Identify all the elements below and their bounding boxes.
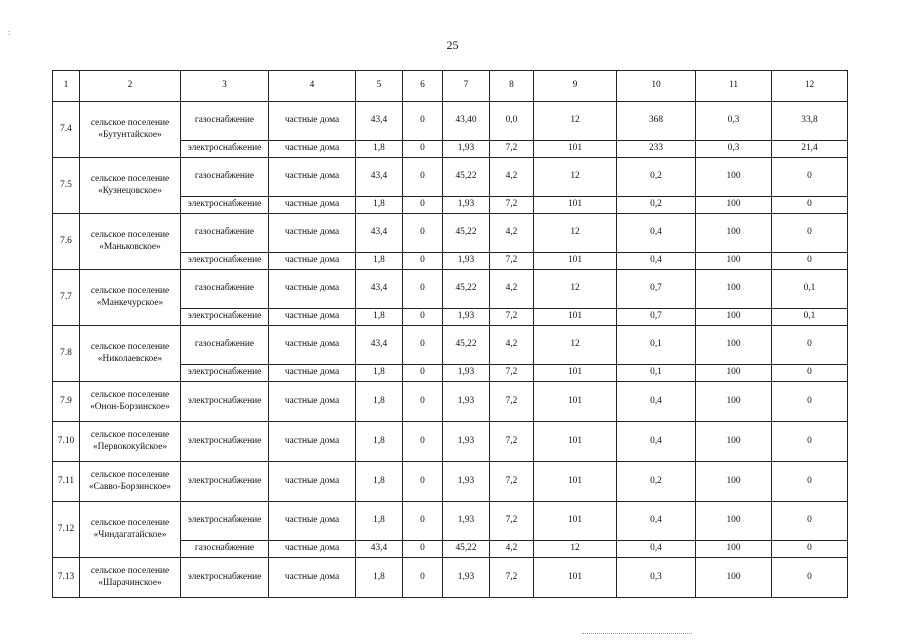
value-cell: 0 [403, 214, 443, 253]
service-cell: электроснабжение [181, 365, 269, 382]
settlement-cell: сельское поселение «Николаевское» [80, 326, 181, 382]
value-cell: 1,93 [443, 141, 490, 158]
value-cell: 43,4 [356, 270, 403, 309]
value-cell: 0,4 [617, 541, 696, 558]
scan-edge-line [582, 633, 692, 634]
value-cell: 0 [772, 541, 848, 558]
object-cell: частные дома [269, 558, 356, 598]
value-cell: 0 [772, 365, 848, 382]
value-cell: 100 [696, 365, 772, 382]
value-cell: 7,2 [490, 141, 534, 158]
object-cell: частные дома [269, 214, 356, 253]
object-cell: частные дома [269, 541, 356, 558]
value-cell: 0 [403, 102, 443, 141]
value-cell: 100 [696, 382, 772, 422]
value-cell: 0,4 [617, 214, 696, 253]
header-cell: 9 [534, 71, 617, 102]
value-cell: 0,4 [617, 422, 696, 462]
table-row [53, 502, 848, 541]
value-cell: 45,22 [443, 541, 490, 558]
object-cell: частные дома [269, 365, 356, 382]
value-cell: 4,2 [490, 541, 534, 558]
header-cell: 5 [356, 71, 403, 102]
value-cell: 1,8 [356, 558, 403, 598]
value-cell: 100 [696, 253, 772, 270]
value-cell: 0,3 [696, 102, 772, 141]
value-cell: 4,2 [490, 214, 534, 253]
value-cell: 100 [696, 326, 772, 365]
row-id-cell: 7.5 [53, 158, 80, 214]
value-cell: 45,22 [443, 214, 490, 253]
value-cell: 7,2 [490, 309, 534, 326]
value-cell: 100 [696, 462, 772, 502]
header-cell: 12 [772, 71, 848, 102]
value-cell: 0 [772, 422, 848, 462]
header-cell: 1 [53, 71, 80, 102]
value-cell: 0 [772, 214, 848, 253]
value-cell: 0 [772, 558, 848, 598]
service-cell: газоснабжение [181, 326, 269, 365]
value-cell: 0 [403, 253, 443, 270]
value-cell: 101 [534, 502, 617, 541]
settlement-cell: сельское поселение «Манкечурское» [80, 270, 181, 326]
object-cell: частные дома [269, 197, 356, 214]
object-cell: частные дома [269, 382, 356, 422]
value-cell: 43,4 [356, 326, 403, 365]
value-cell: 100 [696, 214, 772, 253]
value-cell: 4,2 [490, 158, 534, 197]
value-cell: 100 [696, 422, 772, 462]
value-cell: 1,93 [443, 558, 490, 598]
value-cell: 101 [534, 365, 617, 382]
value-cell: 7,2 [490, 462, 534, 502]
value-cell: 43,4 [356, 158, 403, 197]
value-cell: 101 [534, 253, 617, 270]
object-cell: частные дома [269, 502, 356, 541]
value-cell: 0 [772, 462, 848, 502]
row-id-cell: 7.13 [53, 558, 80, 598]
row-id-cell: 7.4 [53, 102, 80, 158]
table-row [53, 158, 848, 197]
service-cell: электроснабжение [181, 462, 269, 502]
value-cell: 100 [696, 158, 772, 197]
row-id-cell: 7.7 [53, 270, 80, 326]
service-cell: электроснабжение [181, 253, 269, 270]
header-cell: 3 [181, 71, 269, 102]
table-row [53, 558, 848, 598]
value-cell: 1,93 [443, 382, 490, 422]
value-cell: 33,8 [772, 102, 848, 141]
service-cell: электроснабжение [181, 422, 269, 462]
value-cell: 1,8 [356, 365, 403, 382]
object-cell: частные дома [269, 141, 356, 158]
header-cell: 6 [403, 71, 443, 102]
value-cell: 43,4 [356, 214, 403, 253]
row-id-cell: 7.9 [53, 382, 80, 422]
value-cell: 1,93 [443, 197, 490, 214]
value-cell: 12 [534, 214, 617, 253]
value-cell: 0 [772, 382, 848, 422]
value-cell: 7,2 [490, 502, 534, 541]
value-cell: 7,2 [490, 558, 534, 598]
value-cell: 0 [403, 365, 443, 382]
settlement-cell: сельское поселение «Первококуйское» [80, 422, 181, 462]
header-cell: 8 [490, 71, 534, 102]
value-cell: 100 [696, 502, 772, 541]
value-cell: 0 [772, 253, 848, 270]
value-cell: 101 [534, 197, 617, 214]
corner-mark: : [8, 28, 11, 37]
object-cell: частные дома [269, 309, 356, 326]
service-cell: газоснабжение [181, 541, 269, 558]
value-cell: 0,2 [617, 197, 696, 214]
row-id-cell: 7.8 [53, 326, 80, 382]
value-cell: 7,2 [490, 197, 534, 214]
value-cell: 0,1 [772, 309, 848, 326]
value-cell: 0,2 [617, 462, 696, 502]
table-row [53, 214, 848, 253]
value-cell: 0 [403, 382, 443, 422]
value-cell: 7,2 [490, 253, 534, 270]
value-cell: 0 [403, 270, 443, 309]
object-cell: частные дома [269, 326, 356, 365]
value-cell: 101 [534, 309, 617, 326]
value-cell: 101 [534, 382, 617, 422]
service-cell: газоснабжение [181, 214, 269, 253]
value-cell: 1,8 [356, 141, 403, 158]
table-row [53, 326, 848, 365]
value-cell: 1,8 [356, 382, 403, 422]
settlement-cell: сельское поселение «Шарачинское» [80, 558, 181, 598]
table-body [53, 71, 848, 598]
data-table [52, 70, 848, 598]
value-cell: 0,7 [617, 270, 696, 309]
value-cell: 0 [403, 462, 443, 502]
row-id-cell: 7.11 [53, 462, 80, 502]
value-cell: 43,4 [356, 541, 403, 558]
value-cell: 1,8 [356, 502, 403, 541]
value-cell: 100 [696, 309, 772, 326]
service-cell: электроснабжение [181, 382, 269, 422]
table-row [53, 462, 848, 502]
header-cell: 7 [443, 71, 490, 102]
value-cell: 1,8 [356, 197, 403, 214]
object-cell: частные дома [269, 253, 356, 270]
value-cell: 21,4 [772, 141, 848, 158]
header-cell: 11 [696, 71, 772, 102]
value-cell: 43,4 [356, 102, 403, 141]
value-cell: 0 [403, 197, 443, 214]
row-id-cell: 7.10 [53, 422, 80, 462]
value-cell: 0 [403, 558, 443, 598]
value-cell: 0 [403, 422, 443, 462]
value-cell: 0,0 [490, 102, 534, 141]
value-cell: 1,8 [356, 462, 403, 502]
value-cell: 43,40 [443, 102, 490, 141]
value-cell: 45,22 [443, 158, 490, 197]
settlement-cell: сельское поселение «Бутунтайское» [80, 102, 181, 158]
value-cell: 1,93 [443, 253, 490, 270]
value-cell: 0,4 [617, 502, 696, 541]
value-cell: 0,1 [772, 270, 848, 309]
value-cell: 1,8 [356, 253, 403, 270]
value-cell: 0,1 [617, 326, 696, 365]
value-cell: 101 [534, 422, 617, 462]
value-cell: 12 [534, 326, 617, 365]
value-cell: 101 [534, 462, 617, 502]
value-cell: 12 [534, 102, 617, 141]
settlement-cell: сельское поселение «Савво-Борзинское» [80, 462, 181, 502]
row-id-cell: 7.12 [53, 502, 80, 558]
value-cell: 101 [534, 558, 617, 598]
value-cell: 12 [534, 541, 617, 558]
object-cell: частные дома [269, 270, 356, 309]
value-cell: 1,93 [443, 422, 490, 462]
header-cell: 4 [269, 71, 356, 102]
value-cell: 7,2 [490, 365, 534, 382]
object-cell: частные дома [269, 422, 356, 462]
value-cell: 4,2 [490, 270, 534, 309]
object-cell: частные дома [269, 102, 356, 141]
settlement-cell: сельское поселение «Онон-Борзинское» [80, 382, 181, 422]
value-cell: 0 [772, 502, 848, 541]
header-cell: 10 [617, 71, 696, 102]
value-cell: 7,2 [490, 422, 534, 462]
value-cell: 0 [772, 197, 848, 214]
row-id-cell: 7.6 [53, 214, 80, 270]
service-cell: газоснабжение [181, 158, 269, 197]
value-cell: 0 [403, 141, 443, 158]
value-cell: 1,8 [356, 309, 403, 326]
value-cell: 45,22 [443, 270, 490, 309]
value-cell: 1,93 [443, 309, 490, 326]
service-cell: газоснабжение [181, 270, 269, 309]
value-cell: 100 [696, 270, 772, 309]
value-cell: 100 [696, 197, 772, 214]
value-cell: 0 [403, 541, 443, 558]
value-cell: 7,2 [490, 382, 534, 422]
value-cell: 101 [534, 141, 617, 158]
service-cell: электроснабжение [181, 309, 269, 326]
value-cell: 1,93 [443, 502, 490, 541]
page-number: 25 [446, 38, 459, 52]
settlement-cell: сельское поселение «Маньковское» [80, 214, 181, 270]
value-cell: 0,1 [617, 365, 696, 382]
table-row [53, 270, 848, 309]
value-cell: 1,93 [443, 365, 490, 382]
header-cell: 2 [80, 71, 181, 102]
value-cell: 45,22 [443, 326, 490, 365]
value-cell: 0 [403, 158, 443, 197]
value-cell: 0,3 [696, 141, 772, 158]
settlement-cell: сельское поселение «Чиндагатайское» [80, 502, 181, 558]
service-cell: электроснабжение [181, 502, 269, 541]
value-cell: 0 [772, 326, 848, 365]
value-cell: 0 [403, 326, 443, 365]
value-cell: 12 [534, 270, 617, 309]
value-cell: 368 [617, 102, 696, 141]
value-cell: 0 [403, 502, 443, 541]
value-cell: 0,4 [617, 382, 696, 422]
table-row [53, 102, 848, 141]
table-row [53, 422, 848, 462]
value-cell: 0 [403, 309, 443, 326]
service-cell: электроснабжение [181, 197, 269, 214]
value-cell: 233 [617, 141, 696, 158]
value-cell: 4,2 [490, 326, 534, 365]
service-cell: электроснабжение [181, 141, 269, 158]
value-cell: 0,3 [617, 558, 696, 598]
header-row [53, 71, 848, 102]
value-cell: 100 [696, 541, 772, 558]
value-cell: 100 [696, 558, 772, 598]
value-cell: 0,7 [617, 309, 696, 326]
value-cell: 0,2 [617, 158, 696, 197]
value-cell: 1,8 [356, 422, 403, 462]
object-cell: частные дома [269, 158, 356, 197]
value-cell: 0,4 [617, 253, 696, 270]
service-cell: газоснабжение [181, 102, 269, 141]
service-cell: электроснабжение [181, 558, 269, 598]
value-cell: 1,93 [443, 462, 490, 502]
table-row [53, 382, 848, 422]
value-cell: 0 [772, 158, 848, 197]
value-cell: 12 [534, 158, 617, 197]
object-cell: частные дома [269, 462, 356, 502]
settlement-cell: сельское поселение «Кузнецовское» [80, 158, 181, 214]
